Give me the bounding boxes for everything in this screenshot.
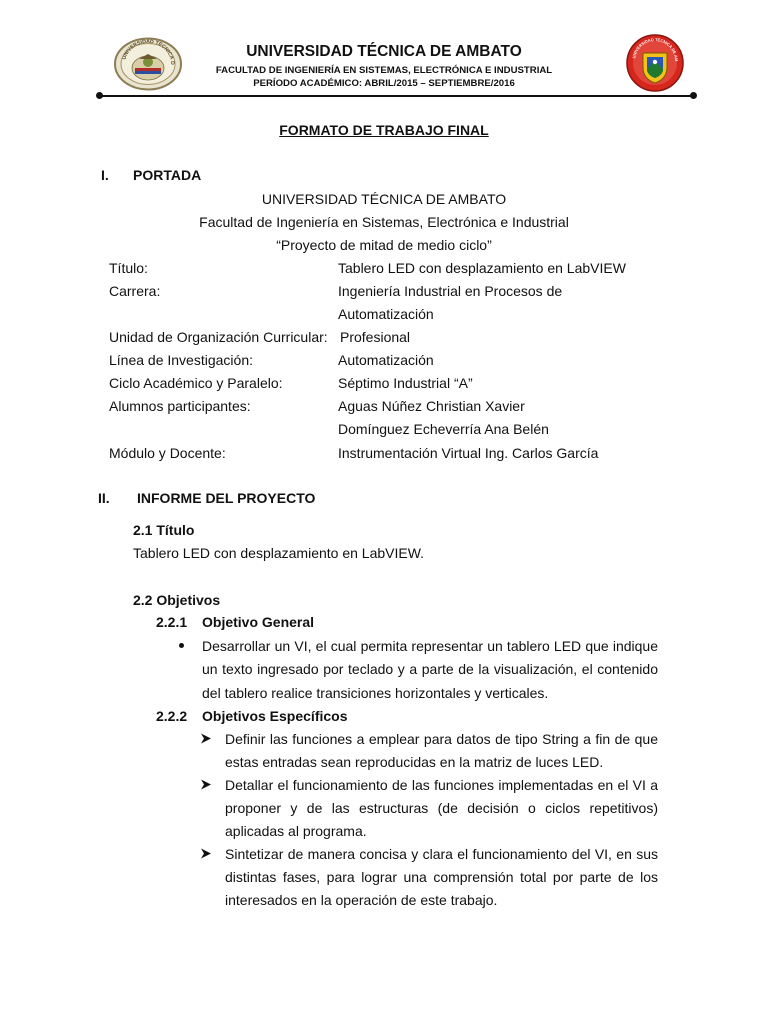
- field-label: Título:: [109, 260, 148, 276]
- cover-project-type: “Proyecto de mitad de medio ciclo”: [276, 237, 492, 253]
- arrow-bullet-icon: [200, 779, 212, 790]
- field-label: Alumnos participantes:: [109, 398, 251, 414]
- field-value: Automatización: [338, 352, 434, 368]
- field-label: Carrera:: [109, 283, 161, 299]
- header-period: PERÍODO ACADÉMICO: ABRIL/2015 – SEPTIEMBRE/2016: [253, 78, 515, 89]
- field-value: Automatización: [338, 306, 434, 322]
- specific-objective-line: Sintetizar de manera concisa y clara el funcionamiento del VI, en sus: [225, 846, 658, 862]
- field-label: Unidad de Organización Curricular:: [109, 329, 328, 345]
- subsection-2-2-2-heading: Objetivos Específicos: [202, 708, 348, 724]
- subsection-2-2-1-number: 2.2.1: [156, 614, 188, 630]
- header-faculty: FACULTAD DE INGENIERÍA EN SISTEMAS, ELECTRÓNICA E INDUSTRIAL: [215, 65, 553, 76]
- general-objective-line: un texto ingresado por teclado y a parte de la visualización, el contenido: [202, 661, 658, 677]
- general-objective-line: Desarrollar un VI, el cual permita representar un tablero LED que indique: [202, 638, 658, 654]
- field-value: Ingeniería Industrial en Procesos de: [338, 283, 563, 299]
- specific-objective-line: Definir las funciones a emplear para datos de tipo String a fin de que: [225, 731, 658, 747]
- specific-objective-line: aplicadas al programa.: [225, 823, 367, 839]
- specific-objective-line: interesados en la operación de este trabajo.: [225, 892, 498, 908]
- arrow-bullet-icon: [200, 733, 212, 744]
- bullet-dot-icon: [179, 643, 184, 648]
- document-title: FORMATO DE TRABAJO FINAL: [279, 122, 489, 138]
- section-2-numeral: II.: [98, 490, 110, 506]
- subsection-2-2-1-heading: Objetivo General: [202, 614, 315, 630]
- subsection-2-2-heading: 2.2 Objetivos: [133, 592, 221, 608]
- specific-objective-line: proponer y de las estructuras (de decisión o ciclos repetitivos): [225, 800, 658, 816]
- subsection-2-1-heading: 2.1 Título: [133, 522, 195, 538]
- field-value: Domínguez Echeverría Ana Belén: [338, 421, 549, 437]
- field-value: Aguas Núñez Christian Xavier: [338, 398, 525, 414]
- svg-text:UNIVERSIDAD TÉCNICA DE AMBATO: UNIVERSIDAD TÉCNICA DE AM: [631, 36, 680, 62]
- specific-objective-line: Detallar el funcionamiento de las funciones implementadas en el VI a: [225, 777, 658, 793]
- faculty-crest-logo: [625, 33, 685, 93]
- general-objective-line: del tablero realice transiciones horizontales y verticales.: [202, 685, 549, 701]
- university-seal-icon: [113, 37, 183, 91]
- specific-objective-line: estas entradas sean reproducidas en la matriz de luces LED.: [225, 754, 604, 770]
- arrow-bullet-icon: [200, 848, 212, 859]
- section-1-numeral: I.: [101, 167, 109, 183]
- field-label: Línea de Investigación:: [109, 352, 253, 368]
- section-1-heading: PORTADA: [133, 167, 202, 183]
- field-value: Instrumentación Virtual Ing. Carlos García: [338, 445, 599, 461]
- subsection-2-1-text: Tablero LED con desplazamiento en LabVIEW.: [133, 545, 425, 561]
- cover-university: UNIVERSIDAD TÉCNICA DE AMBATO: [261, 191, 507, 207]
- field-label: Ciclo Académico y Paralelo:: [109, 375, 283, 391]
- header-rule-right-dot: [690, 92, 697, 99]
- faculty-crest-icon: [625, 33, 685, 93]
- svg-text:UNIVERSIDAD TÉCNICA DE AMBATO: UNIVERSIDAD TÉCNICA D: [121, 38, 176, 65]
- header-university: UNIVERSIDAD TÉCNICA DE AMBATO: [246, 43, 522, 60]
- subsection-2-2-2-number: 2.2.2: [156, 708, 188, 724]
- field-value: Séptimo Industrial “A”: [338, 375, 473, 391]
- header-rule-left-dot: [96, 92, 103, 99]
- cover-faculty: Facultad de Ingeniería en Sistemas, Electrónica e Industrial: [199, 214, 569, 230]
- specific-objective-line: distintas fases, para lograr una comprensión total por parte de los: [225, 869, 658, 885]
- field-value: Profesional: [340, 329, 411, 345]
- field-value: Tablero LED con desplazamiento en LabVIEW: [338, 260, 626, 276]
- header-rule: [100, 95, 694, 97]
- field-label: Módulo y Docente:: [109, 445, 226, 461]
- section-2-heading: INFORME DEL PROYECTO: [137, 490, 316, 506]
- university-seal-logo: [113, 37, 183, 91]
